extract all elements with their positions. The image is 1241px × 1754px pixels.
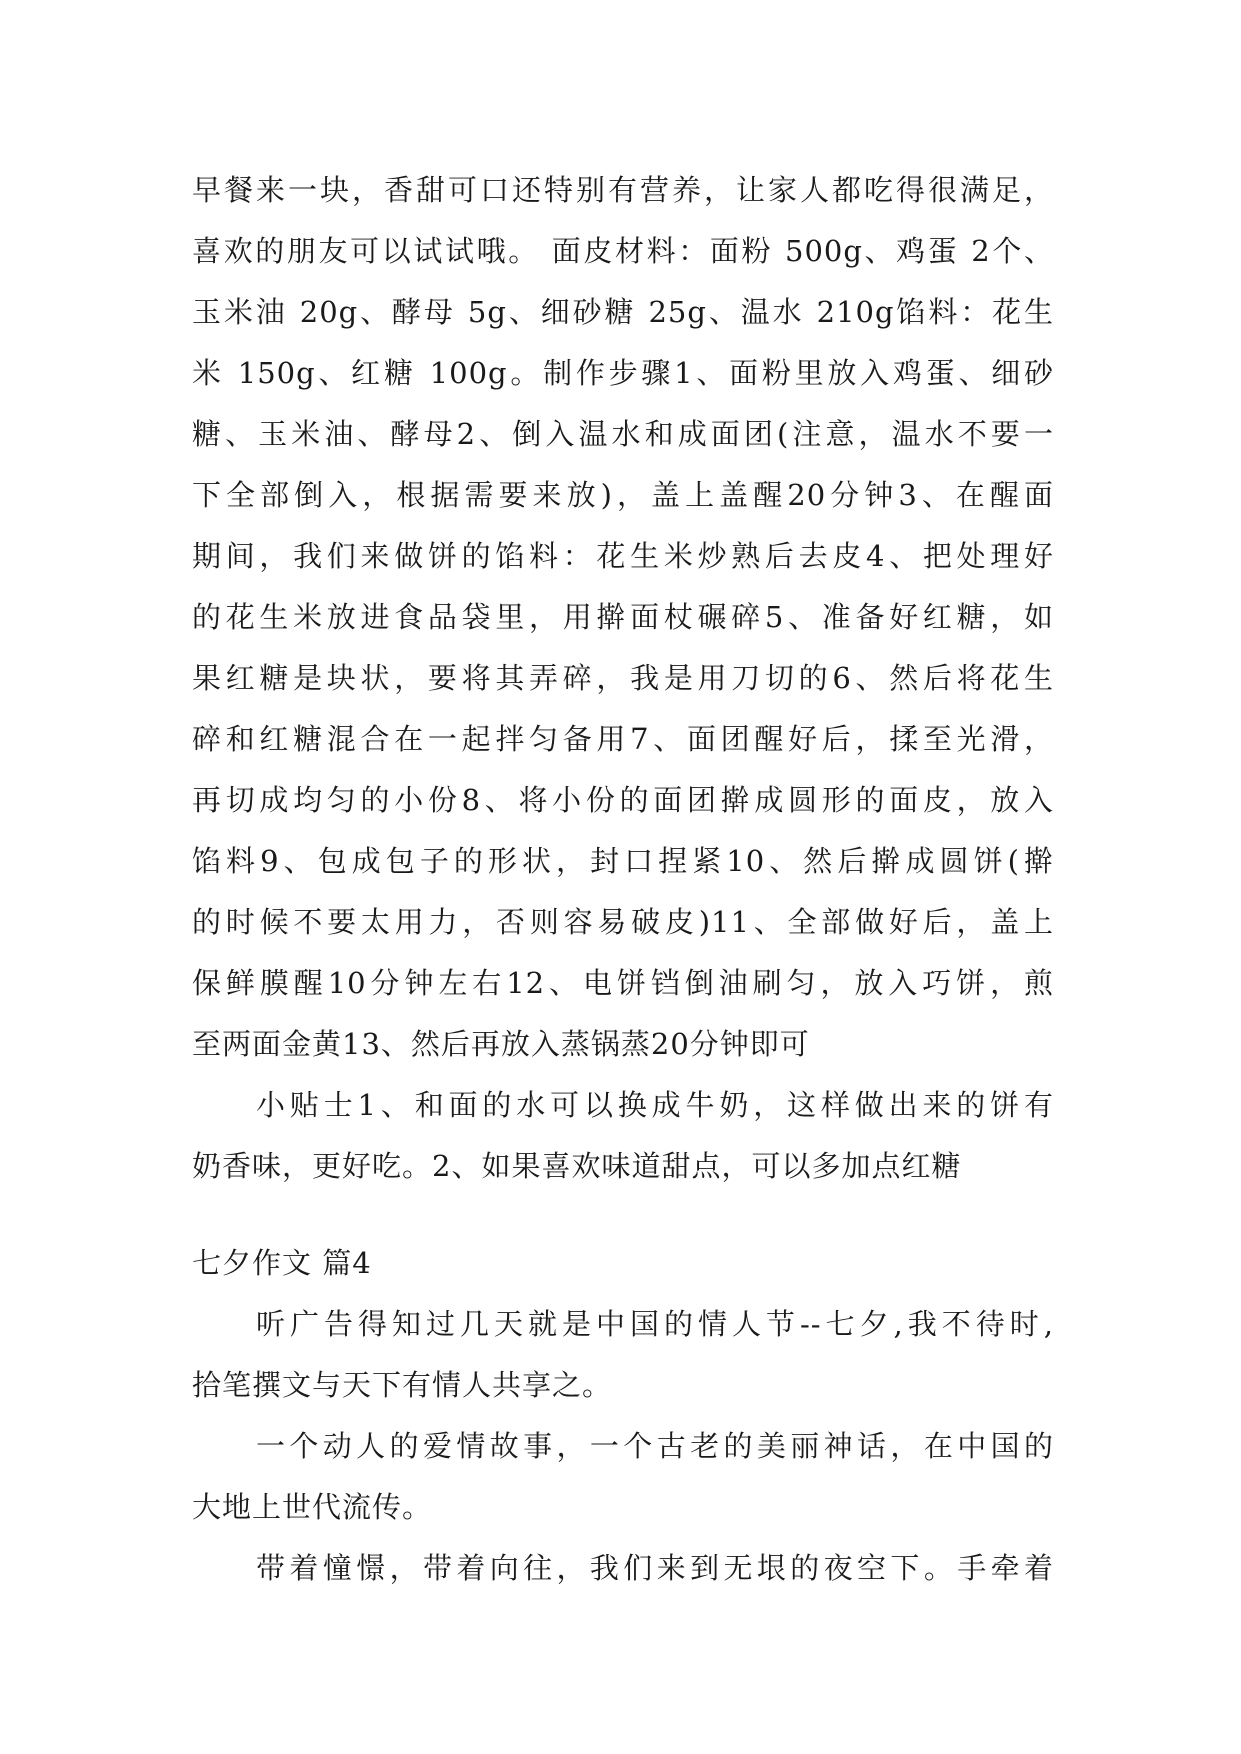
text-line: 奶香味，更好吃。2、如果喜欢味道甜点，可以多加点红糖 xyxy=(192,1149,962,1183)
essay-paragraph-1 xyxy=(192,1294,1054,1416)
tips-paragraph xyxy=(192,1075,1054,1197)
text-line: 的花生米放进食品袋里，用擀面杖碾碎5、准备好红糖，如 xyxy=(192,600,1054,634)
recipe-paragraph xyxy=(192,160,1054,1075)
text-line: 的时候不要太用力，否则容易破皮)11、全部做好后，盖上 xyxy=(192,905,1054,939)
text-line: 果红糖是块状，要将其弄碎，我是用刀切的6、然后将花生 xyxy=(192,661,1054,695)
text-line: 大地上世代流传。 xyxy=(192,1490,433,1524)
text-line: 碎和红糖混合在一起拌匀备用7、面团醒好后，揉至光滑， xyxy=(192,722,1054,756)
text-line: 保鲜膜醒10分钟左右12、电饼铛倒油刷匀，放入巧饼，煎 xyxy=(192,966,1054,1000)
text-line: 米 150g、红糖 100g。制作步骤1、面粉里放入鸡蛋、细砂 xyxy=(192,356,1054,390)
paragraph-gap xyxy=(192,1197,1054,1233)
text-line: 馅料9、包成包子的形状，封口捏紧10、然后擀成圆饼(擀 xyxy=(192,844,1054,878)
essay-paragraph-2 xyxy=(192,1416,1054,1538)
section-heading: 七夕作文 篇4 xyxy=(192,1246,372,1280)
text-line: 一个动人的爱情故事，一个古老的美丽神话，在中国的 xyxy=(256,1429,1054,1463)
text-line: 听广告得知过几天就是中国的情人节--七夕,我不待时, xyxy=(256,1307,1054,1341)
text-line: 下全部倒入，根据需要来放)，盖上盖醒20分钟3、在醒面 xyxy=(192,478,1054,512)
text-line: 早餐来一块，香甜可口还特别有营养，让家人都吃得很满足， xyxy=(192,173,1054,207)
text-line: 小贴士1、和面的水可以换成牛奶，这样做出来的饼有 xyxy=(256,1088,1054,1122)
text-line: 糖、玉米油、酵母2、倒入温水和成面团(注意，温水不要一 xyxy=(192,417,1054,451)
document-body xyxy=(192,160,1054,1599)
text-line: 至两面金黄13、然后再放入蒸锅蒸20分钟即可 xyxy=(192,1027,810,1061)
text-line: 带着憧憬，带着向往，我们来到无垠的夜空下。手牵着 xyxy=(256,1551,1054,1585)
text-line: 喜欢的朋友可以试试哦。 面皮材料：面粉 500g、鸡蛋 2个、 xyxy=(192,234,1054,268)
essay-paragraph-3 xyxy=(192,1538,1054,1599)
text-line: 拾笔撰文与天下有情人共享之。 xyxy=(192,1368,613,1402)
text-line: 再切成均匀的小份8、将小份的面团擀成圆形的面皮，放入 xyxy=(192,783,1054,817)
text-line: 玉米油 20g、酵母 5g、细砂糖 25g、温水 210g馅料：花生 xyxy=(192,295,1054,329)
text-line: 期间，我们来做饼的馅料：花生米炒熟后去皮4、把处理好 xyxy=(192,539,1054,573)
